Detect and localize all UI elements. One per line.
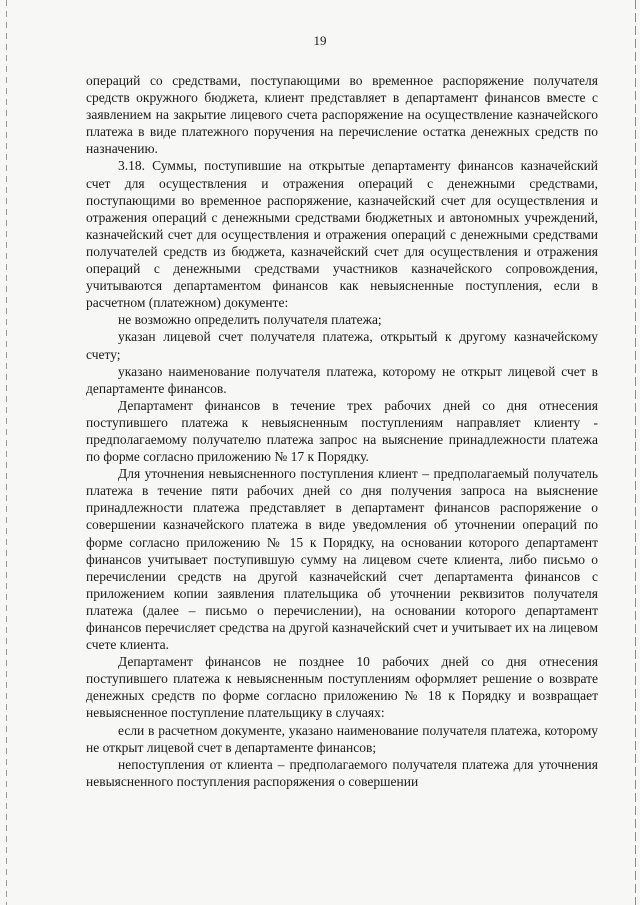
paragraph-return-decision: Департамент финансов не позднее 10 рабочих дней со дня отнесения поступившего платежа к невыясненным поступлениям оформляет решение о возврате денежных средств по форме согласно приложению № 18 к Порядку и возвращает невыясненное поступление плательщику в случаях: [86, 654, 598, 721]
scan-edge-left [6, 0, 7, 905]
page-number: 19 [313, 33, 327, 48]
list-item-return-case-1: если в расчетном документе, указано наименование получателя платежа, которому не открыт лицевой счет в департаменте финансов; [86, 722, 598, 755]
paragraph-request: Департамент финансов в течение трех рабочих дней со дня отнесения поступившего платежа к невыясненным поступлениям направляет клиенту - предполагаемому получателю платежа запрос на выяснение принадлежности платежа по форме согласно приложению № 17 к Порядку. [86, 397, 598, 465]
list-item-condition-3: указано наименование получателя платежа, которому не открыт лицевой счет в департаменте финансов. [86, 363, 598, 396]
list-item-return-case-2: непоступления от клиента – предполагаемого получателя платежа для уточнения невыясненного поступления распоряжения о совершении [86, 756, 598, 789]
paragraph-clause-3-18: 3.18. Суммы, поступившие на открытые департаменту финансов казначейский счет для осуществления и отражения операций с денежными средствами, поступающими во временное распоряжение, казначейский счет для осуществления и отражения операций с денежными средствами бюджетных и автономных учреждений, казначейский счет для осуществления и отражения операций с денежными средствами получателей средств из бюджета, казначейский счет для осуществления и отражения операций с денежными средствами участников казначейского сопровождения, учитываются департаментом финансов как невыясненные поступления, если в расчетном (платежном) документе: [86, 158, 598, 311]
document-body [86, 72, 598, 790]
scan-edge-right [635, 0, 636, 905]
list-item-condition-2: указан лицевой счет получателя платежа, открытый к другому казначейскому счету; [86, 329, 598, 362]
list-item-condition-1: не возможно определить получателя платежа; [118, 312, 382, 328]
paragraph-continuation: операций со средствами, поступающими во временное распоряжение получателя средств окружного бюджета, клиент представляет в департамент финансов вместе с заявлением на закрытие лицевого счета распоряжение на осуществление казначейского платежа в виде платежного поручения на перечисление остатка денежных средств по назначению. [86, 73, 598, 157]
paragraph-clarification: Для уточнения невыясненного поступления клиент – предполагаемый получатель платежа в течение пяти рабочих дней со дня получения запроса на выяснение принадлежности платежа представляет в департамент финансов распоряжение о совершении казначейского платежа в виде уведомления об уточнении операций по форме согласно приложению № 15 к Порядку, на основании которого департамент финансов учитывает поступившую сумму на лицевом счете клиента, либо письмо о перечислении средств на другой казначейский счет департамента финансов с приложением копии заявления плательщика об уточнении реквизитов получателя платежа (далее – письмо о перечислении), на основании которого департамент финансов перечисляет средства на другой казначейский счет и учитывает их на лицевом счете клиента. [86, 466, 598, 653]
